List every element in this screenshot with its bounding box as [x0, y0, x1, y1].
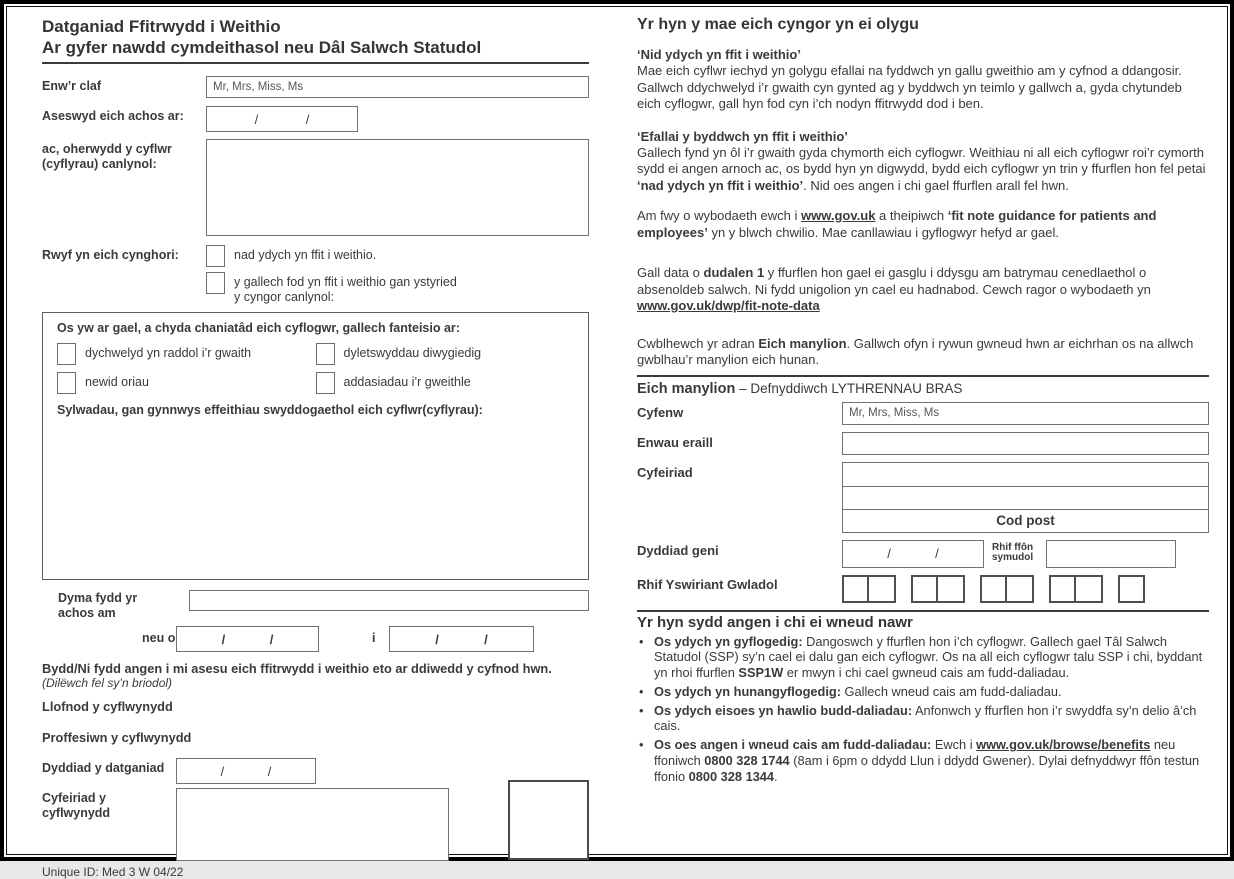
bullet-self-employed [637, 684, 1209, 700]
inline-link[interactable]: www.gov.uk [801, 208, 876, 223]
ni-box-group [1118, 575, 1145, 603]
text-segment: . Gallwch ofyn i rywun gwneud hwn ar eichrhan os na allwch gwblhau’r manylion eich hunan. [637, 335, 1194, 367]
date-slash: / [435, 631, 439, 647]
option-phased-return [57, 343, 316, 365]
text-segment: Ewch i [931, 737, 977, 753]
ni-box[interactable] [911, 575, 938, 603]
dob-label: Dyddiad geni [637, 542, 719, 558]
text-segment: dudalen 1 [703, 265, 765, 280]
date-slash: / [935, 546, 939, 561]
date-month-cell[interactable] [439, 627, 484, 651]
advise-option-not-fit [206, 245, 589, 267]
ni-box[interactable] [869, 575, 896, 603]
bullet-employed [637, 634, 1209, 681]
checkbox-altered-hours[interactable] [57, 372, 76, 394]
form-title-line2: Ar gyfer nawdd cymdeithasol neu Dâl Salwch Statudol [42, 38, 482, 57]
bullet-employed-text [654, 634, 1209, 681]
unique-id: Unique ID: Med 3 W 04/22 [42, 865, 184, 879]
text-segment: Anfonwch y ffurflen hon i’r swyddfa sy’n delio â’ch cais. [654, 702, 1197, 734]
not-fit-subheading: ‘Nid ydych yn ffit i weithio’ [637, 47, 801, 62]
bullet-marker: • [639, 737, 644, 753]
date-day-cell[interactable] [207, 107, 255, 131]
not-fit-paragraph: Mae eich cyflwr iechyd yn golygu efallai na fyddwch yn gallu gweithio am y cyfnod a ddangosir. Gallwch ddychwelyd i’r gwaith cyn gynted ag y byddwch yn teimlo y gallwch a, gyda chytundeb eich cyflogwr, gall hyn fod cyn i’ch nodyn ffitrwydd dod i ben. [637, 63, 1182, 111]
case-date-range-row [42, 626, 589, 653]
text-segment: . Nid oes angen i chi gael ffurflen arall fel hwn. [803, 177, 1069, 193]
employer-options-box [42, 312, 589, 580]
address-line1-input[interactable] [843, 463, 1208, 486]
text-segment: Dangoswch y ffurflen hon i’ch cyflogwr. Gallech gael Tâl Salwch Statudol (SSP) sy’n cael ei dalu gan eich cyflogwr. Os na all eich cyflogwr talu SSP i chi, byddant yn rhoi ffurflen [654, 633, 1203, 681]
assessed-date-input[interactable] [206, 106, 358, 132]
option-workplace-adaptations-label: addasiadau i’r gweithle [343, 375, 471, 389]
address-line2-input[interactable] [843, 486, 1208, 509]
ni-box[interactable] [1118, 575, 1145, 603]
ni-box[interactable] [980, 575, 1007, 603]
delete-as-appropriate-note: (Dilëwch fel sy’n briodol) [42, 676, 173, 690]
date-day-cell[interactable] [177, 627, 222, 651]
text-segment: 0800 328 1344 [688, 768, 775, 784]
or-from-label: neu o [142, 631, 176, 645]
guidance-column [637, 16, 1209, 785]
text-segment: a theipiwch [875, 208, 948, 223]
option-altered-hours [57, 372, 316, 394]
advise-options [206, 245, 589, 305]
declaration-date-label: Dyddiad y datganiad [42, 761, 165, 775]
surname-label: Cyfenw [637, 404, 684, 420]
bullet-claiming-benefits [637, 703, 1209, 735]
text-segment: Eich manylion [758, 335, 847, 351]
other-names-input[interactable] [842, 432, 1209, 455]
text-segment: Gallech wneud cais am fudd-daliadau. [841, 683, 1062, 699]
signature-label: Llofnod y cyflwynydd [42, 699, 173, 714]
condition-label: ac, oherwydd y cyflwr (cyflyrau) canlynol: [42, 142, 172, 171]
actions-divider [637, 610, 1209, 612]
date-day-cell[interactable] [390, 627, 435, 651]
form-title-line1: Datganiad Ffitrwydd i Weithio [42, 17, 281, 36]
mobile-number-label: Rhif ffôn symudol [992, 541, 1034, 563]
patient-name-input[interactable]: Mr, Mrs, Miss, Ms [206, 76, 589, 98]
your-details-heading-bold: Eich manylion [637, 380, 736, 397]
date-month-cell[interactable] [258, 107, 306, 131]
condition-input[interactable] [206, 139, 589, 236]
postcode-row[interactable] [843, 509, 1208, 532]
checkbox-not-fit[interactable] [206, 245, 225, 267]
profession-label: Proffesiwn y cyflwynydd [42, 730, 192, 745]
form-title [42, 16, 589, 58]
ni-box-group [842, 575, 896, 603]
address-input[interactable] [842, 462, 1209, 533]
to-label: i [372, 631, 376, 645]
comments-label: Sylwadau, gan gynnwys effeithiau swyddogaethol eich cyflwr(cyflyrau): [57, 403, 483, 417]
address-label: Cyfeiriad [637, 464, 693, 480]
date-year-cell[interactable] [309, 107, 357, 131]
case-duration-label [42, 590, 189, 621]
issuer-address-label: Cyfeiriad y cyflwynydd [42, 791, 111, 820]
text-segment: ‘nad ydych yn ffit i weithio’ [637, 177, 804, 193]
date-slash: / [220, 763, 225, 779]
text-segment: (8am i 6pm o ddydd Llun i ddydd Gwener). Dylai defnyddwyr ffôn testun ffonio [654, 753, 1200, 784]
issuer-address-input[interactable] [176, 788, 449, 861]
inline-link[interactable]: www.gov.uk/browse/benefits [976, 737, 1151, 753]
date-year-cell[interactable] [488, 627, 533, 651]
maybe-fit-label-line2: y cyngor canlynol: [234, 290, 335, 304]
bullet-need-to-claim-text [654, 737, 1209, 784]
mobile-number-input[interactable] [1046, 540, 1176, 568]
dob-input[interactable] [842, 540, 984, 568]
option-workplace-adaptations [316, 372, 575, 394]
to-date-input[interactable] [389, 626, 534, 652]
advise-option-not-fit-label: nad ydych yn ffit i weithio. [234, 248, 377, 262]
ni-box[interactable] [1076, 575, 1103, 603]
maybe-fit-subheading: ‘Efallai y byddwch yn ffit i weithio’ [637, 128, 848, 144]
options-grid [57, 343, 574, 394]
bullet-marker: • [639, 702, 644, 718]
date-day-cell[interactable] [177, 759, 221, 783]
inline-link[interactable]: www.gov.uk/dwp/fit-note-data [637, 298, 820, 313]
patient-name-label: Enw’r claf [42, 79, 102, 93]
option-altered-hours-label: newid oriau [85, 375, 149, 389]
action-bullets [637, 634, 1209, 785]
bullet-marker: • [639, 633, 644, 649]
ni-box-group [980, 575, 1034, 603]
ni-box[interactable] [1007, 575, 1034, 603]
ni-box[interactable] [1049, 575, 1076, 603]
stamp-box[interactable] [508, 780, 589, 860]
declaration-date-input[interactable] [176, 758, 316, 784]
text-segment: Gallech fynd yn ôl i’r gwaith gyda chymorth eich cyflogwr. Weithiau ni all eich cyflogwr roi’r cymorth sydd ei angen arnoch ac, os bydd hyn yn digwydd, bydd eich cyflogwr yn trin y ffurflen hon fel petai [637, 144, 1206, 176]
assess-again-statement: Bydd/Ni fydd angen i mi asesu eich ffitrwydd i weithio eto ar ddiwedd y cyfnod hwn. [42, 661, 552, 676]
text-segment: y ffurflen hon gael ei gasglu i ddysgu am batrymau cenedlaethol o absenoldeb salwch. Ni fydd unigolion yn cael eu hadnabod. Cewch ragor o wybodaeth yn [637, 265, 1151, 297]
case-duration-label-line2: achos am [58, 606, 116, 620]
ni-box-group [911, 575, 965, 603]
complete-section-paragraph [637, 336, 1209, 369]
advise-label: Rwyf yn eich cynghori: [42, 248, 179, 262]
date-year-cell[interactable] [939, 541, 983, 567]
bullet-need-to-claim [637, 737, 1209, 784]
date-slash: / [484, 631, 488, 647]
your-details-heading-rest: – Defnyddiwch LYTHRENNAU BRAS [735, 380, 963, 396]
date-slash: / [221, 631, 226, 647]
surname-input[interactable]: Mr, Mrs, Miss, Ms [842, 402, 1209, 425]
checkbox-workplace-adaptations[interactable] [316, 372, 335, 394]
text-segment: Am fwy o wybodaeth ewch i [637, 208, 802, 223]
text-segment: yn y blwch chwilio. Mae canllawiau i gyflogwyr hefyd ar gael. [707, 224, 1059, 240]
what-to-do-heading: Yr hyn sydd angen i chi ei wneud nawr [637, 613, 913, 631]
date-slash: / [887, 546, 891, 561]
ni-box[interactable] [938, 575, 965, 603]
case-duration-label-line1: Dyma fydd yr [58, 591, 138, 605]
date-slash: / [305, 111, 310, 127]
title-divider [42, 62, 589, 64]
bullet-claiming-benefits-text [654, 703, 1209, 735]
date-day-cell[interactable] [843, 541, 887, 567]
date-month-cell[interactable] [891, 541, 935, 567]
date-slash: / [254, 111, 259, 127]
postcode-label: Cod post [996, 513, 1055, 528]
from-date-input[interactable] [176, 626, 319, 652]
case-duration-input[interactable] [189, 590, 589, 611]
date-slash: / [269, 631, 274, 647]
options-box-heading: Os yw ar gael, a chyda chaniatâd eich cyflogwr, gallech fanteisio ar: [57, 321, 460, 335]
text-segment: . [774, 768, 778, 784]
data-collection-paragraph [637, 265, 1209, 315]
checkbox-maybe-fit[interactable] [206, 272, 225, 294]
date-month-cell[interactable] [224, 759, 268, 783]
text-segment: Gall data o [637, 265, 704, 280]
checkbox-phased-return[interactable] [57, 343, 76, 365]
comments-input-area[interactable] [57, 418, 574, 578]
your-details-heading [637, 381, 1209, 397]
text-segment: Cwblhewch yr adran [637, 335, 759, 351]
date-year-cell[interactable] [271, 759, 315, 783]
option-amended-duties-label: dyletswyddau diwygiedig [343, 346, 482, 360]
ni-number-input [842, 574, 1145, 603]
other-names-label: Enwau eraill [637, 434, 713, 450]
text-segment: SSP1W [738, 665, 784, 681]
ni-box[interactable] [842, 575, 869, 603]
bullet-self-employed-text [654, 684, 1209, 700]
option-amended-duties [316, 343, 575, 365]
more-info-paragraph [637, 208, 1209, 241]
text-segment: Os oes angen i wneud cais am fudd-daliadau: [654, 737, 932, 753]
ni-number-label: Rhif Yswiriant Gwladol [637, 576, 778, 592]
statement-column [42, 16, 589, 879]
date-year-cell[interactable] [273, 627, 318, 651]
text-segment: neu ffoniwch [654, 737, 1176, 769]
text-segment: ‘fit note guidance for patients and employees’ [637, 208, 1157, 240]
checkbox-amended-duties[interactable] [316, 343, 335, 365]
text-segment: 0800 328 1744 [704, 753, 790, 769]
ni-box-group [1049, 575, 1103, 603]
guidance-heading: Yr hyn y mae eich cyngor yn ei olygu [637, 16, 919, 33]
text-segment: Os ydych yn gyflogedig: [654, 633, 803, 649]
text-segment: er mwyn i chi cael gwneud cais am fudd-daliadau. [783, 665, 1070, 681]
details-divider [637, 375, 1209, 377]
assessed-date-label: Aseswyd eich achos ar: [42, 109, 184, 123]
bullet-marker: • [639, 683, 644, 699]
advise-option-maybe-fit-label [234, 272, 457, 305]
maybe-fit-paragraph [637, 145, 1209, 195]
text-segment: Os ydych yn hunangyflogedig: [654, 683, 841, 699]
date-slash: / [267, 763, 272, 779]
maybe-fit-label-line1: y gallech fod yn ffit i weithio gan ystyried [234, 275, 457, 289]
text-segment: Os ydych eisoes yn hawlio budd-daliadau: [654, 702, 913, 718]
advise-option-maybe-fit [206, 272, 589, 305]
date-month-cell[interactable] [225, 627, 270, 651]
option-phased-return-label: dychwelyd yn raddol i’r gwaith [85, 346, 252, 360]
